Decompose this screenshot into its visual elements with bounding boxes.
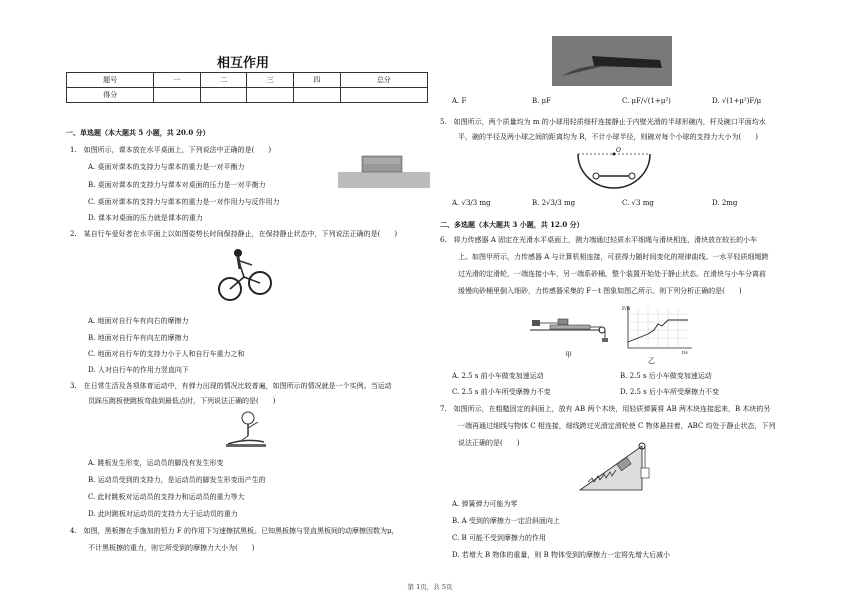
option[interactable]: C. 此时跳板对运动员的支持力和运动员的重力等大: [88, 493, 245, 501]
score-cell[interactable]: [154, 88, 201, 103]
cyclist-figure: [216, 247, 274, 305]
question-stem: 6. 将力传感器 A 固定在光滑水平桌面上，测力端通过轻质水平细绳与滑块相连，滑块放在较长的小车: [440, 236, 758, 244]
question-stem: 1. 如图所示，课本放在水平桌面上，下列说法中正确的是( ): [70, 146, 272, 154]
option[interactable]: D. 此时跳板对运动员的支持力大于运动员的重力: [88, 510, 238, 518]
option[interactable]: D. 若增大 B 物体的重量，则 B 物体受到的摩擦力一定将先增大后减小: [452, 551, 671, 559]
question-stem: 上。如图甲所示，力传感器 A 与计算机相连接，可获得力随时间变化的规律曲线。一水平轻质细绳跨: [458, 253, 769, 261]
score-row: [67, 88, 428, 103]
springboard-figure: [224, 410, 268, 448]
score-header: 二: [200, 73, 247, 88]
question-stem: 4. 如图，黑板擦在手施加的恒力 F 的作用下匀速擦拭黑板。已知黑板擦与竖直黑板间的动摩擦因数为μ，: [70, 527, 399, 535]
score-row-label: 得分: [67, 88, 154, 103]
question-stem: 2. 某自行车爱好者在水平面上以如图姿势长时间保持静止，在保持静止状态中，下列说法正确的是( ): [70, 230, 398, 238]
option[interactable]: B. 2√3/3 mg: [532, 199, 576, 207]
question-stem: 一端再通过细线与物体 C 相连接，细线跨过光滑定滑轮使 C 物体悬挂着，ABC 均处于静止状态，下列: [458, 422, 776, 430]
question-stem: 过光滑的定滑轮，一端连接小车，另一端系砂桶，整个装置开始处于静止状态。在滑块与小车分离前: [458, 270, 766, 278]
book-on-table-figure: [338, 150, 430, 188]
option[interactable]: D. 2.5 s 后小车所受摩擦力不变: [620, 388, 719, 396]
score-cell[interactable]: [247, 88, 294, 103]
option[interactable]: C. √3 mg: [622, 199, 654, 207]
option[interactable]: B. 2.5 s 后小车做变加速运动: [620, 372, 712, 380]
option[interactable]: A. 地面对自行车有向右的摩擦力: [88, 317, 189, 325]
blackboard-eraser-figure: [552, 36, 672, 86]
figure-label: 甲: [565, 351, 572, 359]
score-header: 题号: [67, 73, 154, 88]
score-cell[interactable]: [294, 88, 341, 103]
figure-label: 乙: [648, 357, 655, 365]
option[interactable]: D. √(1+μ²)F/μ: [712, 97, 762, 105]
option[interactable]: C. 地面对自行车的支持力小于人和自行车重力之和: [88, 350, 245, 358]
question-stem: 3. 在日常生活及各项体育运动中，有弹力出现的情况比较普遍，如图所示的情况就是一个实例。当运动: [70, 382, 392, 390]
option[interactable]: D. 2mg: [712, 199, 738, 207]
option[interactable]: D. 人对自行车的作用力竖直向下: [88, 366, 189, 374]
page-footer: 第 1页，共 5页: [407, 583, 453, 591]
question-stem: 说法正确的是( ): [458, 439, 520, 447]
option[interactable]: B. 桌面对课本的支持力与课本对桌面的压力是一对平衡力: [88, 181, 266, 189]
question-stem: 5. 如图所示，两个质量均为 m 的小球用轻质细杆连接静止于内壁光滑的半球形碗内，杆及碗口平面均水: [440, 118, 766, 126]
option[interactable]: C. μF/√(1+μ²): [622, 97, 671, 105]
option[interactable]: C. 桌面对课本的支持力与课本的重力是一对作用力与反作用力: [88, 198, 280, 206]
score-cell[interactable]: [200, 88, 247, 103]
bowl-figure: [574, 146, 654, 190]
option[interactable]: A. 桌面对课本的支持力与课本的重力是一对平衡力: [88, 163, 245, 171]
option[interactable]: B. 地面对自行车有向左的摩擦力: [88, 334, 189, 342]
option[interactable]: C. 2.5 s 前小车所受摩擦力不变: [452, 388, 551, 396]
score-cell[interactable]: [340, 88, 427, 103]
page-title: 相互作用: [216, 56, 269, 71]
score-header: 一: [154, 73, 201, 88]
score-header-row: [67, 73, 428, 88]
section-heading: 二、多选题（本大题共 3 小题，共 12.0 分）: [440, 220, 584, 229]
option[interactable]: B. 运动员受到的支持力，是运动员的脚发生形变而产生的: [88, 476, 266, 484]
section-heading: 一、单选题（本大题共 5 小题，共 20.0 分）: [66, 128, 210, 137]
question-stem: 7. 如图所示，在粗糙固定的斜面上，放有 AB 两个木块，用轻质弹簧将 AB 两木块连接起来，B 木块的另: [440, 405, 771, 413]
incline-spring-figure: [578, 440, 654, 494]
question-stem: 不计黑板擦的重力，则它所受到的摩擦力大小为( ): [88, 544, 255, 552]
score-header: 四: [294, 73, 341, 88]
question-stem: 员踩压跳板使跳板弯曲到最低点时，下列说法正确的是( ): [88, 397, 276, 405]
f-t-graph-figure: [622, 304, 694, 354]
svg-text:t/s: t/s: [682, 351, 688, 354]
option[interactable]: A. √3/3 mg: [452, 199, 491, 207]
option[interactable]: A. 跳板发生形变，运动员的脚没有发生形变: [88, 459, 224, 467]
question-stem: 平，碗的半径及两小球之间的距离均为 R，不计小球半径，则碗对每个小球的支持力大小为( ): [458, 133, 758, 141]
option[interactable]: A. 弹簧弹力可能为零: [452, 500, 518, 508]
score-header: 三: [247, 73, 294, 88]
score-table: [66, 72, 428, 103]
option[interactable]: A. 2.5 s 前小车做变加速运动: [452, 372, 544, 380]
score-header: 总分: [340, 73, 427, 88]
svg-text:F/N: F/N: [622, 307, 631, 312]
svg-text:O: O: [616, 147, 621, 154]
option[interactable]: D. 课本对桌面的压力就是课本的重力: [88, 214, 203, 222]
option[interactable]: A. F: [452, 97, 467, 105]
option[interactable]: B. A 受到的摩擦力一定沿斜面向上: [452, 517, 560, 525]
option[interactable]: C. B 可能不受到摩擦力的作用: [452, 534, 546, 542]
question-stem: 缓慢向砂桶里倒入细砂，力传感器采集的 F－t 图象如图乙所示。则下列分析正确的是( ): [458, 287, 742, 295]
option[interactable]: B. μF: [532, 97, 552, 105]
cart-apparatus-figure: [530, 310, 610, 342]
